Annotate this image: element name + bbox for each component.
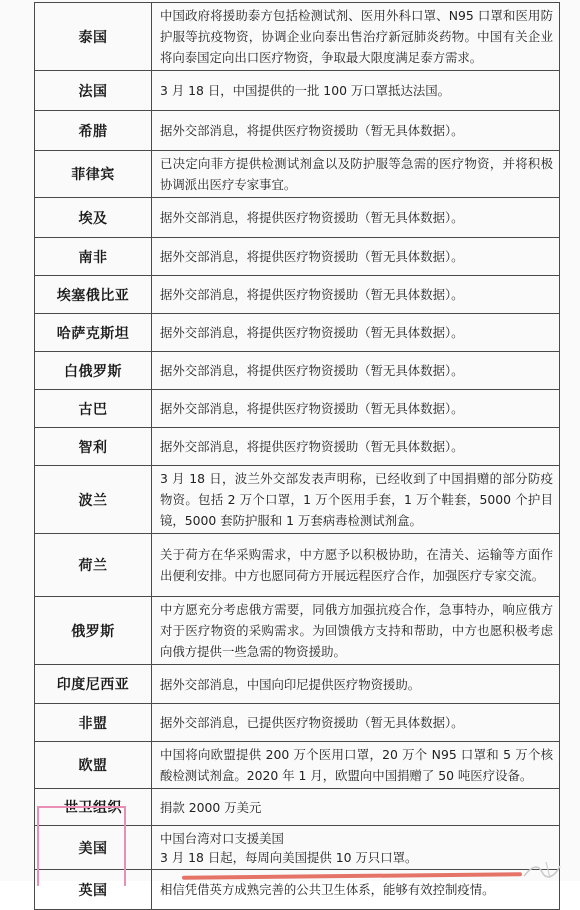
detail-cell: 据外交部消息，将提供医疗物资援助（暂无具体数据）。 — [152, 352, 560, 390]
detail-cell: 3 月 18 日，中国提供的一批 100 万口罩抵达法国。 — [152, 71, 560, 111]
detail-cell: 已决定向菲方提供检测试剂盒以及防护服等急需的医疗物资，并将积极协调派出医疗专家事宜。 — [152, 151, 560, 198]
country-cell: 古巴 — [35, 390, 152, 428]
table-row — [35, 198, 560, 238]
detail-cell: 据外交部消息，将提供医疗物资援助（暂无具体数据）。 — [152, 238, 560, 276]
detail-cell: 中国将向欧盟提供 200 万个医用口罩，20 万个 N95 口罩和 5 万个核酸检测试剂盒。2020 年 1 月，欧盟向中国捐赠了 50 吨医疗设备。 — [152, 742, 560, 789]
detail-cell: 据外交部消息，将提供医疗物资援助（暂无具体数据）。 — [152, 314, 560, 352]
aid-table-body — [35, 3, 560, 910]
table-row — [35, 314, 560, 352]
highlight-box — [37, 806, 126, 886]
detail-cell: 中方愿充分考虑俄方需要，同俄方加强抗疫合作，急事特办，响应俄方对于医疗物资的采购需求。为回馈俄方支持和帮助，中方也愿积极考虑向俄方提供一些急需的物资援助。 — [152, 597, 560, 665]
table-row — [35, 742, 560, 789]
detail-cell: 3 月 18 日，波兰外交部发表声明称，已经收到了中国捐赠的部分防疫物资。包括 2 万个口罩，1 万个医用手套，1 万个鞋套，5000 个护目镜，5000 套防护服和 1 万套病毒检测试剂盒。 — [152, 466, 560, 534]
detail-cell: 捐款 2000 万美元 — [152, 789, 560, 826]
detail-cell: 相信凭借英方成熟完善的公共卫生体系，能够有效控制疫情。 — [152, 870, 560, 910]
country-cell: 智利 — [35, 428, 152, 466]
aid-table — [34, 2, 560, 910]
table-row — [35, 390, 560, 428]
detail-cell: 据外交部消息，将提供医疗物资援助（暂无具体数据）。 — [152, 111, 560, 151]
handwritten-scribble-icon — [520, 858, 570, 882]
detail-cell: 据外交部消息，将提供医疗物资援助（暂无具体数据）。 — [152, 390, 560, 428]
country-cell: 荷兰 — [35, 534, 152, 597]
country-cell: 泰国 — [35, 3, 152, 71]
country-cell: 世卫组织 — [35, 789, 152, 826]
country-cell: 法国 — [35, 71, 152, 111]
table-row — [35, 352, 560, 390]
table-row — [35, 276, 560, 314]
country-cell: 埃塞俄比亚 — [35, 276, 152, 314]
detail-cell: 据外交部消息，已提供医疗物资援助（暂无具体数据）。 — [152, 704, 560, 742]
country-cell: 埃及 — [35, 198, 152, 238]
table-row — [35, 3, 560, 71]
country-cell: 欧盟 — [35, 742, 152, 789]
table-row — [35, 71, 560, 111]
country-cell: 俄罗斯 — [35, 597, 152, 665]
table-row — [35, 428, 560, 466]
country-cell: 哈萨克斯坦 — [35, 314, 152, 352]
table-row — [35, 466, 560, 534]
country-cell: 美国 — [35, 826, 152, 870]
detail-cell: 关于荷方在华采购需求，中方愿予以积极协助，在清关、运输等方面作出便利安排。中方也愿同荷方开展远程医疗合作，加强医疗专家交流。 — [152, 534, 560, 597]
country-cell: 白俄罗斯 — [35, 352, 152, 390]
table-row — [35, 665, 560, 704]
table-row — [35, 238, 560, 276]
table-row — [35, 151, 560, 198]
country-cell: 英国 — [35, 870, 152, 910]
detail-cell: 据外交部消息，中国向印尼提供医疗物资援助。 — [152, 665, 560, 704]
country-cell: 印度尼西亚 — [35, 665, 152, 704]
country-cell: 非盟 — [35, 704, 152, 742]
country-cell: 波兰 — [35, 466, 152, 534]
detail-cell: 中国台湾对口支援美国 3 月 18 日起，每周向美国提供 10 万只口罩。 — [152, 826, 560, 870]
table-row — [35, 534, 560, 597]
table-row — [35, 704, 560, 742]
country-cell: 希腊 — [35, 111, 152, 151]
country-cell: 菲律宾 — [35, 151, 152, 198]
table-row — [35, 111, 560, 151]
country-cell: 南非 — [35, 238, 152, 276]
table-row — [35, 597, 560, 665]
detail-cell: 据外交部消息，将提供医疗物资援助（暂无具体数据）。 — [152, 198, 560, 238]
detail-cell: 据外交部消息，将提供医疗物资援助（暂无具体数据）。 — [152, 428, 560, 466]
detail-cell: 中国政府将援助泰方包括检测试剂、医用外科口罩、N95 口罩和医用防护服等抗疫物资，协调企业向泰出售治疗新冠肺炎药物。中国有关企业将向泰国定向出口医疗物资，争取最大限度满足泰方需求。 — [152, 3, 560, 71]
detail-cell: 据外交部消息，将提供医疗物资援助（暂无具体数据）。 — [152, 276, 560, 314]
